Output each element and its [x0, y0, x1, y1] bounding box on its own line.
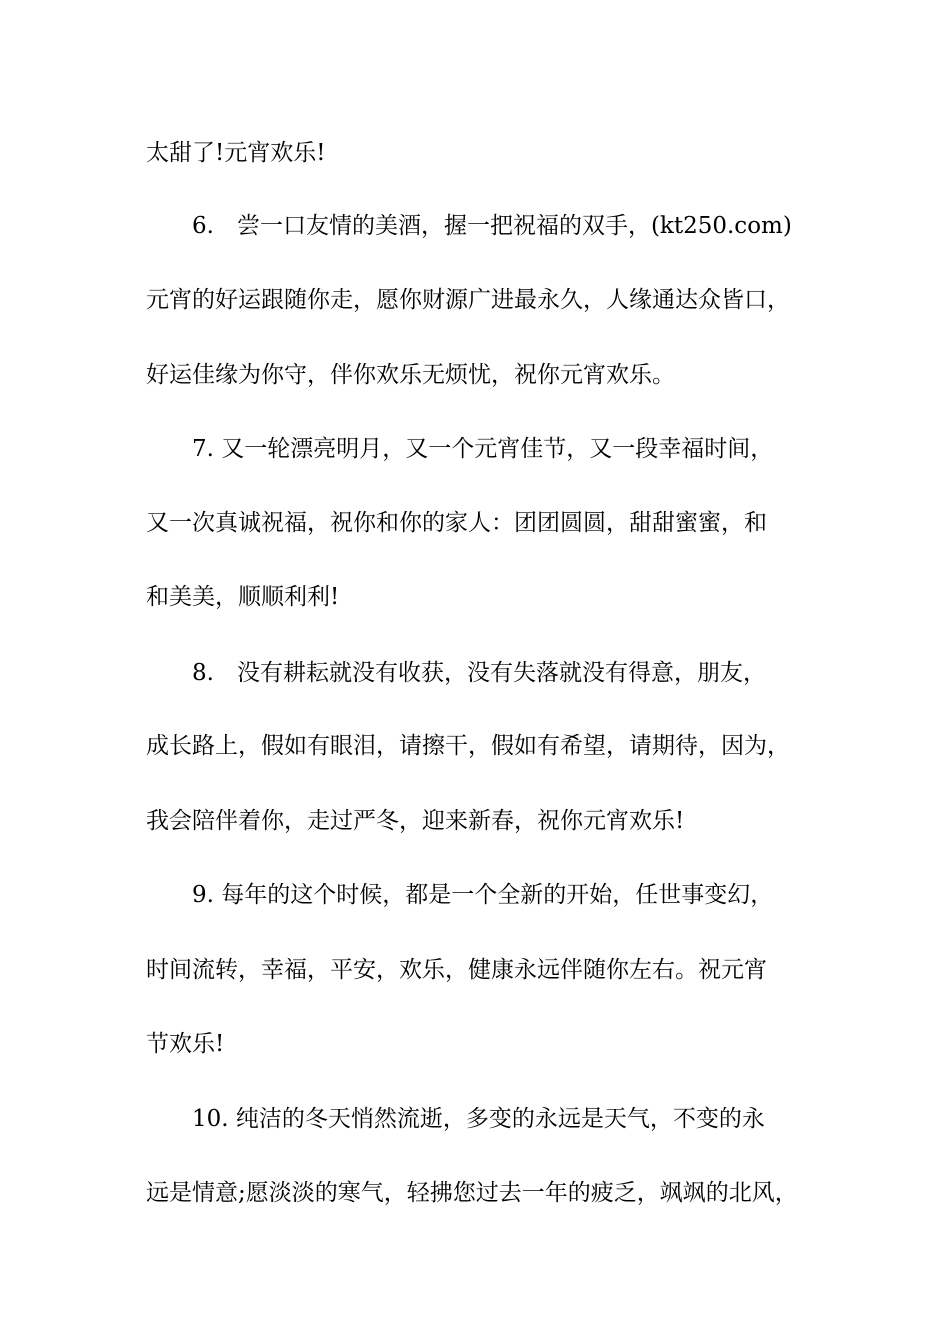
text-line: 我会陪伴着你，走过严冬，迎来新春，祝你元宵欢乐! — [146, 808, 685, 834]
text-line: 太甜了!元宵欢乐! — [146, 140, 326, 166]
text-line: 又一次真诚祝福，祝你和你的家人：团团圆圆，甜甜蜜蜜，和 — [146, 510, 767, 536]
list-item-10-first-line: 10. 纯洁的冬天悄然流逝，多变的永远是天气，不变的永 — [192, 1106, 765, 1132]
list-item-9-first-line: 9. 每年的这个时候，都是一个全新的开始，任世事变幻， — [192, 882, 774, 908]
text-line: 节欢乐! — [146, 1031, 225, 1057]
text-line: 好运佳缘为你守，伴你欢乐无烦忧，祝你元宵欢乐。 — [146, 362, 675, 388]
text-line: 元宵的好运跟随你走，愿你财源广进最永久，人缘通达众皆口， — [146, 287, 790, 313]
text-line: 成长路上，假如有眼泪，请擦干，假如有希望，请期待，因为， — [146, 733, 790, 759]
list-item-6-first-line: 6. 尝一口友情的美酒，握一把祝福的双手，(kt250.com) — [192, 213, 792, 239]
text-line: 远是情意;愿淡淡的寒气，轻拂您过去一年的疲乏，飒飒的北风， — [146, 1180, 798, 1206]
list-item-8-first-line: 8. 没有耕耘就没有收获，没有失落就没有得意，朋友， — [192, 660, 766, 686]
list-item-7-first-line: 7. 又一轮漂亮明月，又一个元宵佳节，又一段幸福时间， — [192, 436, 774, 462]
text-line: 时间流转，幸福，平安，欢乐，健康永远伴随你左右。祝元宵 — [146, 957, 767, 983]
text-line: 和美美，顺顺利利! — [146, 584, 340, 610]
